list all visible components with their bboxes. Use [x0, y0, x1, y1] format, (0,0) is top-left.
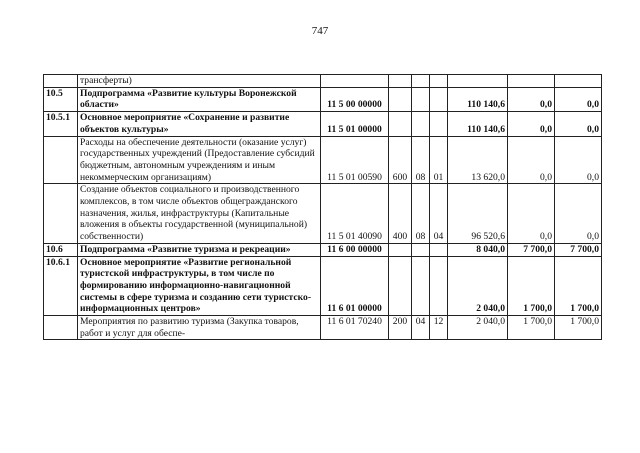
amount-year3-cell: 0,0: [555, 112, 602, 136]
target-code-cell: 11 6 01 00000: [321, 256, 389, 316]
amount-year2-cell: 1 700,0: [508, 316, 555, 340]
row-number-cell: 10.6.1: [44, 256, 78, 316]
subsection-cell: [430, 243, 448, 256]
amount-year3-cell: 7 700,0: [555, 243, 602, 256]
subsection-cell: [430, 75, 448, 88]
expense-type-cell: [389, 87, 412, 111]
expense-type-cell: [389, 112, 412, 136]
amount-year3-cell: 0,0: [555, 136, 602, 184]
expense-type-cell: 400: [389, 184, 412, 244]
row-number-cell: 10.5: [44, 87, 78, 111]
table-row: [44, 75, 602, 88]
section-cell: [412, 256, 430, 316]
expense-type-cell: [389, 256, 412, 316]
table-row: [44, 87, 602, 111]
row-number-cell: [44, 136, 78, 184]
table-row: [44, 136, 602, 184]
target-code-cell: 11 5 00 00000: [321, 87, 389, 111]
amount-year1-cell: 2 040,0: [448, 256, 508, 316]
amount-year3-cell: 1 700,0: [555, 256, 602, 316]
row-name-cell: Подпрограмма «Развитие туризма и рекреации»: [78, 243, 321, 256]
expense-type-cell: 600: [389, 136, 412, 184]
row-number-cell: 10.5.1: [44, 112, 78, 136]
subsection-cell: 04: [430, 184, 448, 244]
row-number-cell: [44, 316, 78, 340]
subsection-cell: [430, 87, 448, 111]
target-code-cell: 11 6 01 70240: [321, 316, 389, 340]
amount-year1-cell: 96 520,6: [448, 184, 508, 244]
amount-year1-cell: 110 140,6: [448, 112, 508, 136]
page-number: 747: [311, 25, 329, 37]
amount-year2-cell: 0,0: [508, 87, 555, 111]
amount-year1-cell: 110 140,6: [448, 87, 508, 111]
amount-year1-cell: 8 040,0: [448, 243, 508, 256]
amount-year2-cell: 1 700,0: [508, 256, 555, 316]
table-row: [44, 184, 602, 244]
subsection-cell: 01: [430, 136, 448, 184]
target-code-cell: 11 5 01 00590: [321, 136, 389, 184]
target-code-cell: 11 6 00 00000: [321, 243, 389, 256]
row-name-cell: Подпрограмма «Развитие культуры Воронежской области»: [78, 87, 321, 111]
table-row: [44, 316, 602, 340]
subsection-cell: [430, 256, 448, 316]
expense-type-cell: [389, 75, 412, 88]
table-row: [44, 112, 602, 136]
section-cell: 08: [412, 184, 430, 244]
target-code-cell: 11 5 01 00000: [321, 112, 389, 136]
amount-year1-cell: 2 040,0: [448, 316, 508, 340]
row-name-cell: Расходы на обеспечение деятельности (оказание услуг) государственных учреждений (Предоставление субсидий бюджетным, автономным учреждениям и иным некоммерческим организациям): [78, 136, 321, 184]
amount-year2-cell: 0,0: [508, 136, 555, 184]
row-name-cell: Основное мероприятие «Сохранение и развитие объектов культуры»: [78, 112, 321, 136]
section-cell: [412, 87, 430, 111]
section-cell: [412, 243, 430, 256]
amount-year2-cell: 0,0: [508, 112, 555, 136]
section-cell: 08: [412, 136, 430, 184]
amount-year3-cell: [555, 75, 602, 88]
table-row: [44, 256, 602, 316]
subsection-cell: 12: [430, 316, 448, 340]
amount-year2-cell: [508, 75, 555, 88]
row-number-cell: 10.6: [44, 243, 78, 256]
table-row: [44, 243, 602, 256]
amount-year1-cell: [448, 75, 508, 88]
amount-year1-cell: 13 620,0: [448, 136, 508, 184]
amount-year3-cell: 0,0: [555, 87, 602, 111]
row-name-cell: трансферты): [78, 75, 321, 88]
amount-year3-cell: 1 700,0: [555, 316, 602, 340]
row-number-cell: [44, 75, 78, 88]
amount-year2-cell: 0,0: [508, 184, 555, 244]
row-name-cell: Создание объектов социального и производственного комплексов, в том числе объектов общегражданского назначения, жилья, инфраструктуры (Капитальные вложения в объекты государственной (муниципальной) собственности): [78, 184, 321, 244]
section-cell: [412, 75, 430, 88]
row-name-cell: Мероприятия по развитию туризма (Закупка товаров, работ и услуг для обеспе-: [78, 316, 321, 340]
amount-year2-cell: 7 700,0: [508, 243, 555, 256]
row-name-cell: Основное мероприятие «Развитие региональной туристской инфраструктуры, в том числе по формированию информационно-навигационной системы в сфере туризма и созданию сети туристско-информационных центров»: [78, 256, 321, 316]
subsection-cell: [430, 112, 448, 136]
section-cell: [412, 112, 430, 136]
expense-type-cell: 200: [389, 316, 412, 340]
section-cell: 04: [412, 316, 430, 340]
target-code-cell: 11 5 01 40090: [321, 184, 389, 244]
amount-year3-cell: 0,0: [555, 184, 602, 244]
row-number-cell: [44, 184, 78, 244]
budget-table: [43, 74, 602, 340]
expense-type-cell: [389, 243, 412, 256]
target-code-cell: [321, 75, 389, 88]
